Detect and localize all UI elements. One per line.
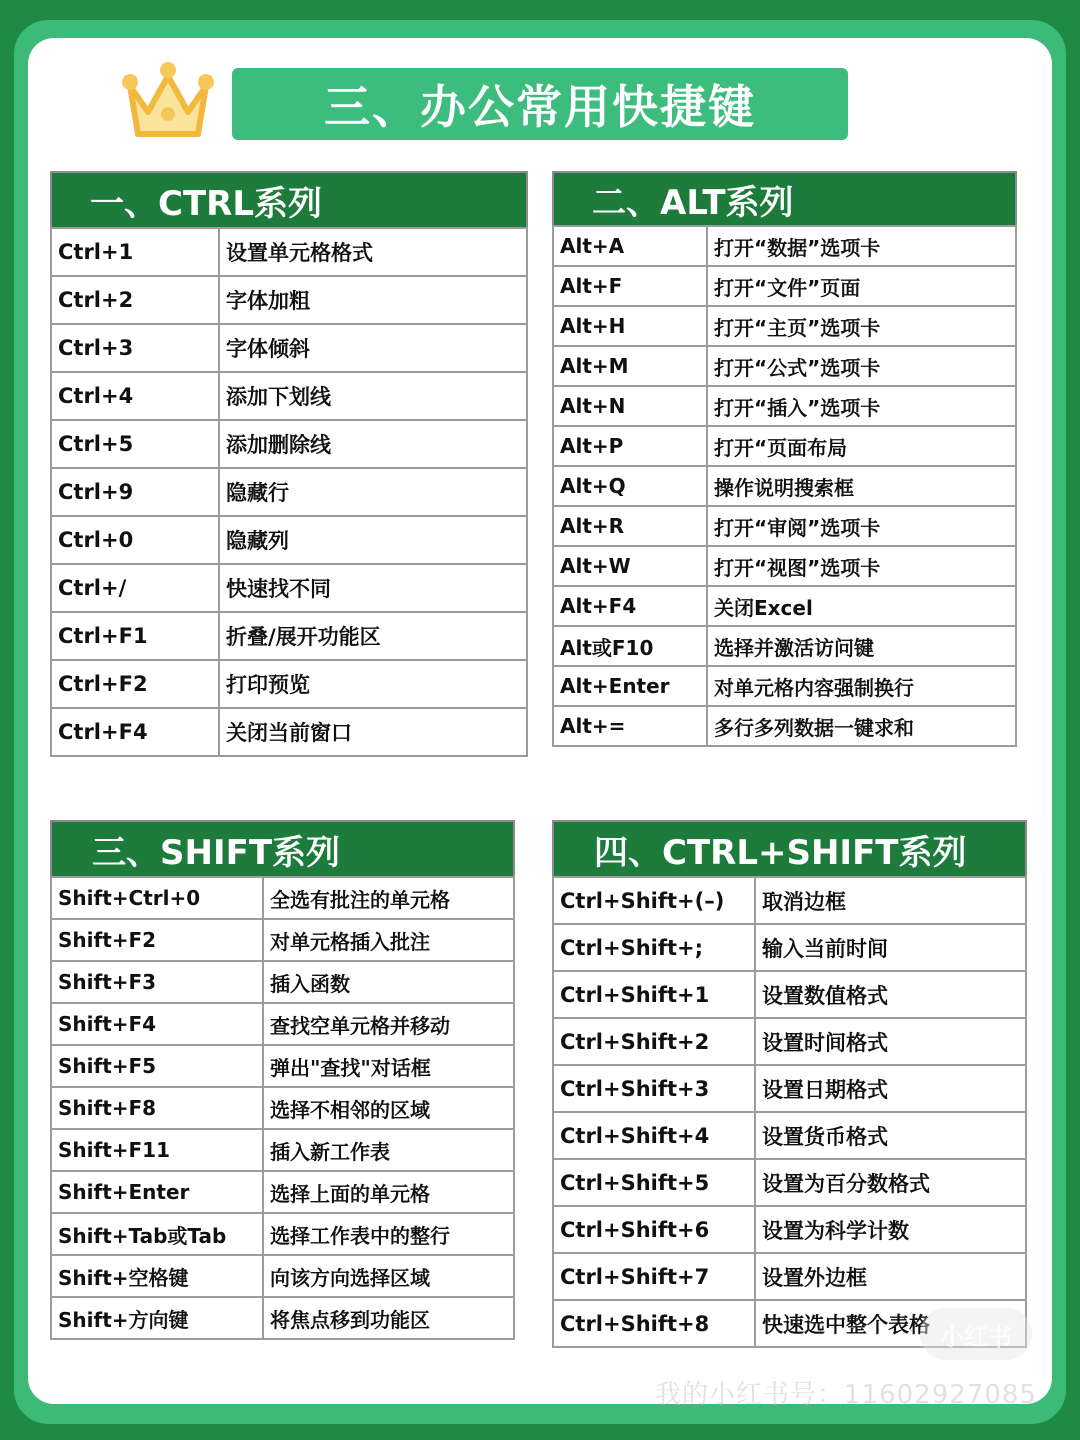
shortcut-key: Ctrl+Shift+5 [553,1159,755,1206]
shortcut-key: Alt+M [553,346,707,386]
table-heading: 一、CTRL系列 [50,171,528,227]
table-row [51,324,527,372]
table-row [553,1253,1026,1300]
shortcut-description: 选择上面的单元格 [263,1171,514,1213]
table-row [553,346,1016,386]
shortcut-key: Ctrl+1 [51,228,219,276]
shortcut-description: 字体倾斜 [219,324,527,372]
shortcut-key: Shift+F11 [51,1129,263,1171]
table-row [51,276,527,324]
table-row [51,516,527,564]
shortcut-key: Alt+N [553,386,707,426]
shortcut-key: Ctrl+Shift+4 [553,1112,755,1159]
shortcut-key: Ctrl+Shift+3 [553,1065,755,1112]
table-row [51,708,527,756]
table-row [553,706,1016,746]
shortcut-key: Alt+R [553,506,707,546]
shortcut-description: 设置数值格式 [755,971,1026,1018]
shortcut-description: 插入函数 [263,961,514,1003]
shortcut-description: 操作说明搜索框 [707,466,1016,506]
shortcut-description: 设置日期格式 [755,1065,1026,1112]
table-row [51,961,514,1003]
table-row [553,426,1016,466]
alt-shortcut-table [552,171,1017,747]
shortcut-key: Shift+方向键 [51,1297,263,1339]
shortcut-key: Ctrl+2 [51,276,219,324]
shortcut-description: 查找空单元格并移动 [263,1003,514,1045]
shortcut-key: Alt+= [553,706,707,746]
shortcut-description: 插入新工作表 [263,1129,514,1171]
table-row [553,1065,1026,1112]
shortcut-description: 打开“插入”选项卡 [707,386,1016,426]
shortcut-key: Ctrl+Shift+; [553,924,755,971]
table-row [553,1112,1026,1159]
table-row [553,924,1026,971]
shift-shortcut-table [50,820,515,1340]
shortcut-description: 字体加粗 [219,276,527,324]
table-row [553,306,1016,346]
shortcut-description: 关闭当前窗口 [219,708,527,756]
shortcut-description: 设置外边框 [755,1253,1026,1300]
shortcut-description: 打开“视图”选项卡 [707,546,1016,586]
shortcut-description: 选择不相邻的区域 [263,1087,514,1129]
shortcut-description: 添加删除线 [219,420,527,468]
shortcut-key: Alt+Q [553,466,707,506]
shortcut-key: Alt+Enter [553,666,707,706]
shortcut-key: Alt+P [553,426,707,466]
table-row [553,877,1026,924]
shortcut-key: Ctrl+4 [51,372,219,420]
shortcut-description: 快速选中整个表格 [755,1300,1026,1347]
shortcut-description: 设置为百分数格式 [755,1159,1026,1206]
table-row [51,919,514,961]
table-row [51,1087,514,1129]
shortcut-description: 打开“主页”选项卡 [707,306,1016,346]
ctrl-shortcut-table [50,171,528,757]
table-row [553,1018,1026,1065]
shortcut-key: Ctrl+F4 [51,708,219,756]
shortcut-description: 弹出"查找"对话框 [263,1045,514,1087]
shortcut-key: Alt+A [553,226,707,266]
shortcut-description: 打开“公式”选项卡 [707,346,1016,386]
table-row [553,546,1016,586]
shortcut-key: Alt+F [553,266,707,306]
shortcut-description: 选择工作表中的整行 [263,1213,514,1255]
table-row [553,466,1016,506]
shortcut-key: Shift+F3 [51,961,263,1003]
shortcut-description: 取消边框 [755,877,1026,924]
table-row [553,971,1026,1018]
table-row [51,1003,514,1045]
shortcut-key: Ctrl+Shift+7 [553,1253,755,1300]
table-row [51,1171,514,1213]
shortcut-description: 添加下划线 [219,372,527,420]
shortcut-key: Ctrl+F1 [51,612,219,660]
table-heading: 二、ALT系列 [552,171,1017,225]
shortcut-key: Ctrl+3 [51,324,219,372]
shortcut-description: 全选有批注的单元格 [263,877,514,919]
table-row [51,372,527,420]
xiaohongshu-logo: 小红书 [920,1308,1032,1360]
shortcut-description: 对单元格内容强制换行 [707,666,1016,706]
shortcut-key: Shift+F2 [51,919,263,961]
shortcut-description: 向该方向选择区域 [263,1255,514,1297]
shortcut-description: 隐藏行 [219,468,527,516]
table-heading: 三、SHIFT系列 [50,820,515,876]
shortcut-grid [50,876,515,1340]
shortcut-key: Ctrl+Shift+1 [553,971,755,1018]
shortcut-key: Ctrl+5 [51,420,219,468]
table-row [51,564,527,612]
shortcut-key: Alt+H [553,306,707,346]
shortcut-description: 打开“数据”选项卡 [707,226,1016,266]
shortcut-key: Alt或F10 [553,626,707,666]
shortcut-key: Ctrl+Shift+6 [553,1206,755,1253]
shortcut-grid [552,876,1027,1348]
shortcut-description: 输入当前时间 [755,924,1026,971]
table-row [51,1213,514,1255]
shortcut-key: Alt+F4 [553,586,707,626]
shortcut-grid [50,227,528,757]
table-row [553,1159,1026,1206]
shortcut-key: Shift+F5 [51,1045,263,1087]
shortcut-key: Shift+F4 [51,1003,263,1045]
shortcut-key: Shift+Ctrl+0 [51,877,263,919]
page-title: 三、办公常用快捷键 [232,68,848,140]
table-row [51,1255,514,1297]
table-row [553,386,1016,426]
table-row [51,1129,514,1171]
table-row [553,586,1016,626]
table-row [51,612,527,660]
ctrl-shift-shortcut-table [552,820,1027,1348]
shortcut-description: 快速找不同 [219,564,527,612]
shortcut-description: 选择并激活访问键 [707,626,1016,666]
table-row [51,660,527,708]
account-watermark: 我的小红书号：11602927085 [655,1380,1037,1410]
shortcut-description: 设置单元格格式 [219,228,527,276]
shortcut-grid [552,225,1017,747]
crown-icon [118,54,218,144]
shortcut-key: Ctrl+0 [51,516,219,564]
shortcut-description: 对单元格插入批注 [263,919,514,961]
table-row [553,666,1016,706]
shortcut-description: 折叠/展开功能区 [219,612,527,660]
shortcut-description: 打开“审阅”选项卡 [707,506,1016,546]
table-row [51,468,527,516]
table-row [51,1297,514,1339]
shortcut-key: Ctrl+Shift+(–) [553,877,755,924]
shortcut-description: 将焦点移到功能区 [263,1297,514,1339]
shortcut-key: Alt+W [553,546,707,586]
shortcut-key: Shift+空格键 [51,1255,263,1297]
table-row [51,228,527,276]
table-heading: 四、CTRL+SHIFT系列 [552,820,1027,876]
shortcut-key: Ctrl+Shift+8 [553,1300,755,1347]
table-row [553,506,1016,546]
table-row [553,266,1016,306]
table-row [51,420,527,468]
shortcut-description: 打印预览 [219,660,527,708]
shortcut-description: 设置时间格式 [755,1018,1026,1065]
table-row [553,226,1016,266]
shortcut-key: Shift+Enter [51,1171,263,1213]
shortcut-description: 多行多列数据一键求和 [707,706,1016,746]
shortcut-key: Ctrl+Shift+2 [553,1018,755,1065]
shortcut-description: 设置货币格式 [755,1112,1026,1159]
table-row [51,877,514,919]
table-row [553,626,1016,666]
shortcut-key: Shift+F8 [51,1087,263,1129]
shortcut-description: 关闭Excel [707,586,1016,626]
shortcut-description: 打开“页面布局 [707,426,1016,466]
shortcut-description: 设置为科学计数 [755,1206,1026,1253]
table-row [553,1206,1026,1253]
shortcut-key: Ctrl+9 [51,468,219,516]
shortcut-description: 打开“文件”页面 [707,266,1016,306]
shortcut-key: Ctrl+/ [51,564,219,612]
shortcut-description: 隐藏列 [219,516,527,564]
table-row [51,1045,514,1087]
shortcut-key: Shift+Tab或Tab [51,1213,263,1255]
shortcut-key: Ctrl+F2 [51,660,219,708]
